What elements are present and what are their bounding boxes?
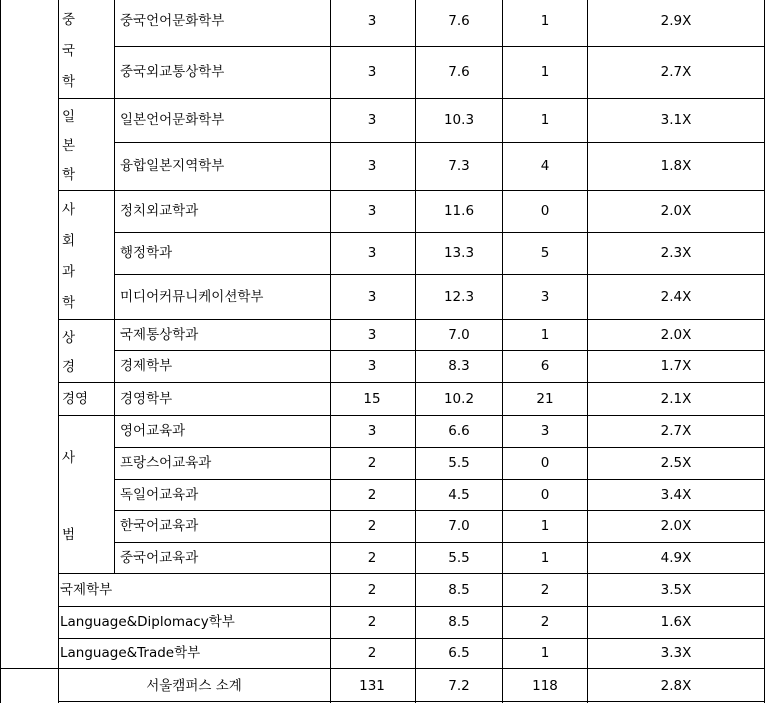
ratio-value: 4.9X <box>660 549 692 566</box>
ratio-value: 3.3X <box>660 645 692 661</box>
row-line <box>114 350 764 351</box>
quota-value: 2 <box>367 518 377 534</box>
dept-name: 영어교육과 <box>120 423 186 439</box>
dept-name: 경제학부 <box>120 358 173 374</box>
quota-value: 2 <box>367 645 377 661</box>
col-divider-ratio <box>587 0 588 703</box>
ratio-value: 2.7X <box>660 64 692 80</box>
group-label-char: 국 <box>62 43 76 59</box>
n-value: 21 <box>536 390 554 407</box>
quota-value: 2 <box>367 549 377 566</box>
rate-value: 8.3 <box>448 358 470 374</box>
dept-name: 융합일본지역학부 <box>120 158 225 174</box>
group-label-char: 일 <box>62 108 76 125</box>
n-value: 2 <box>540 581 550 598</box>
rate-value: 5.5 <box>448 455 470 471</box>
dept-name: 중국외교통상학부 <box>120 64 225 80</box>
row-line <box>114 274 764 275</box>
rate-value: 8.5 <box>448 614 470 630</box>
dept-name: 한국어교육과 <box>120 518 199 534</box>
quota-value: 3 <box>367 245 377 261</box>
row-line <box>114 46 764 47</box>
ratio-value: 1.7X <box>660 358 692 374</box>
ratio-value: 2.0X <box>660 203 692 219</box>
dept-name: Language&Diplomacy학부 <box>60 614 235 630</box>
rate-value: 6.6 <box>448 423 470 439</box>
group-label-char: 사 <box>62 449 76 466</box>
row-line <box>114 142 764 143</box>
dept-name: 경영학부 <box>120 390 173 407</box>
quota-value: 3 <box>367 358 377 374</box>
quota-value: 3 <box>367 64 377 80</box>
dept-name: Language&Trade학부 <box>60 645 201 661</box>
row-line <box>114 232 764 233</box>
rate-value: 13.3 <box>443 245 475 261</box>
rate-value: 12.3 <box>443 288 475 305</box>
dept-name: 정치외교학과 <box>120 203 199 219</box>
n-value: 0 <box>540 203 550 219</box>
ratio-value: 1.6X <box>660 614 692 630</box>
group-label-char: 과 <box>62 264 76 281</box>
ratio-value: 2.4X <box>660 288 692 305</box>
quota-value: 3 <box>367 288 377 305</box>
quota-value: 3 <box>367 112 377 128</box>
subtotal-top-line <box>0 668 764 669</box>
n-value: 5 <box>540 245 550 261</box>
dept-name: 일본언어문화학부 <box>120 112 225 128</box>
quota-value: 2 <box>367 455 377 471</box>
ratio-value: 2.5X <box>660 455 692 471</box>
col-divider-rate <box>415 0 416 703</box>
quota-value: 2 <box>367 614 377 630</box>
quota-value: 3 <box>367 326 377 343</box>
right-border <box>764 0 765 703</box>
rate-value: 4.5 <box>448 486 470 503</box>
quota-value: 3 <box>367 13 377 29</box>
rate-value: 7.0 <box>448 518 470 534</box>
subtotal-ratio: 2.8X <box>660 678 692 694</box>
rate-value: 11.6 <box>443 203 475 219</box>
group-label-char: 학 <box>62 167 76 184</box>
dept-name: 행정학과 <box>120 245 173 261</box>
subtotal-label: 서울캠퍼스 소계 <box>146 678 242 694</box>
group-label-char: 본 <box>62 138 76 154</box>
ratio-value: 2.1X <box>660 390 692 407</box>
quota-value: 2 <box>367 581 377 598</box>
n-value: 1 <box>540 13 550 29</box>
n-value: 0 <box>540 455 550 471</box>
dept-name: 중국어교육과 <box>120 549 199 566</box>
n-value: 1 <box>540 549 550 566</box>
group-label-char: 경영 <box>62 390 89 407</box>
col-divider-n <box>502 0 503 703</box>
group-label-char: 중 <box>62 11 76 28</box>
n-value: 1 <box>540 518 550 534</box>
n-value: 1 <box>540 112 550 128</box>
subtotal-quota: 131 <box>359 678 385 694</box>
ratio-value: 1.8X <box>660 158 692 174</box>
rate-value: 8.5 <box>448 581 470 598</box>
row-line <box>114 447 764 448</box>
rate-value: 7.6 <box>448 13 470 29</box>
col-divider-quota <box>330 0 331 703</box>
group-label-char: 상 <box>62 329 76 346</box>
dept-name: 프랑스어교육과 <box>120 455 212 471</box>
group-label-char: 회 <box>62 232 76 249</box>
rate-value: 5.5 <box>448 549 470 566</box>
ratio-value: 3.4X <box>660 486 692 503</box>
n-value: 0 <box>540 486 550 503</box>
row-line <box>58 98 764 99</box>
row-line <box>114 510 764 511</box>
ratio-value: 3.1X <box>660 112 692 128</box>
dept-name: 국제학부 <box>60 581 113 598</box>
ratio-value: 2.0X <box>660 326 692 343</box>
row-line <box>58 415 764 416</box>
ratio-value: 2.0X <box>660 518 692 534</box>
ratio-value: 3.5X <box>660 581 692 598</box>
rate-value: 10.2 <box>443 390 475 407</box>
row-line <box>58 319 764 320</box>
col-divider-dept <box>114 0 115 573</box>
col-divider-group <box>58 0 59 703</box>
rate-value: 10.3 <box>443 112 475 128</box>
group-label-char: 학 <box>62 74 76 91</box>
n-value: 4 <box>540 158 550 174</box>
n-value: 6 <box>540 358 550 374</box>
rate-value: 6.5 <box>448 645 470 661</box>
n-value: 3 <box>540 423 550 439</box>
n-value: 3 <box>540 288 550 305</box>
subtotal-n: 118 <box>532 678 558 694</box>
quota-value: 3 <box>367 423 377 439</box>
dept-name: 미디어커뮤니케이션학부 <box>120 288 264 305</box>
row-line <box>58 638 764 639</box>
rate-value: 7.6 <box>448 64 470 80</box>
row-line <box>58 606 764 607</box>
outer-left-border <box>0 0 1 703</box>
row-line <box>58 573 764 574</box>
dept-name: 국제통상학과 <box>120 326 199 343</box>
subtotal-bottom-line <box>58 701 764 702</box>
rate-value: 7.0 <box>448 326 470 343</box>
row-line <box>114 542 764 543</box>
n-value: 1 <box>540 645 550 661</box>
row-line <box>58 382 764 383</box>
group-label-char: 범 <box>62 526 76 543</box>
dept-name: 중국언어문화학부 <box>120 13 225 29</box>
ratio-value: 2.9X <box>660 13 692 29</box>
row-line <box>58 190 764 191</box>
subtotal-rate: 7.2 <box>448 678 470 694</box>
ratio-value: 2.7X <box>660 423 692 439</box>
n-value: 2 <box>540 614 550 630</box>
quota-value: 3 <box>367 158 377 174</box>
quota-value: 3 <box>367 203 377 219</box>
n-value: 1 <box>540 326 550 343</box>
group-label-char: 사 <box>62 201 76 218</box>
group-label-char: 학 <box>62 295 76 312</box>
group-label-char: 경 <box>62 359 76 376</box>
n-value: 1 <box>540 64 550 80</box>
quota-value: 2 <box>367 486 377 503</box>
ratio-value: 2.3X <box>660 245 692 261</box>
quota-value: 15 <box>363 390 381 407</box>
dept-name: 독일어교육과 <box>120 486 199 503</box>
rate-value: 7.3 <box>448 158 470 174</box>
row-line <box>114 479 764 480</box>
